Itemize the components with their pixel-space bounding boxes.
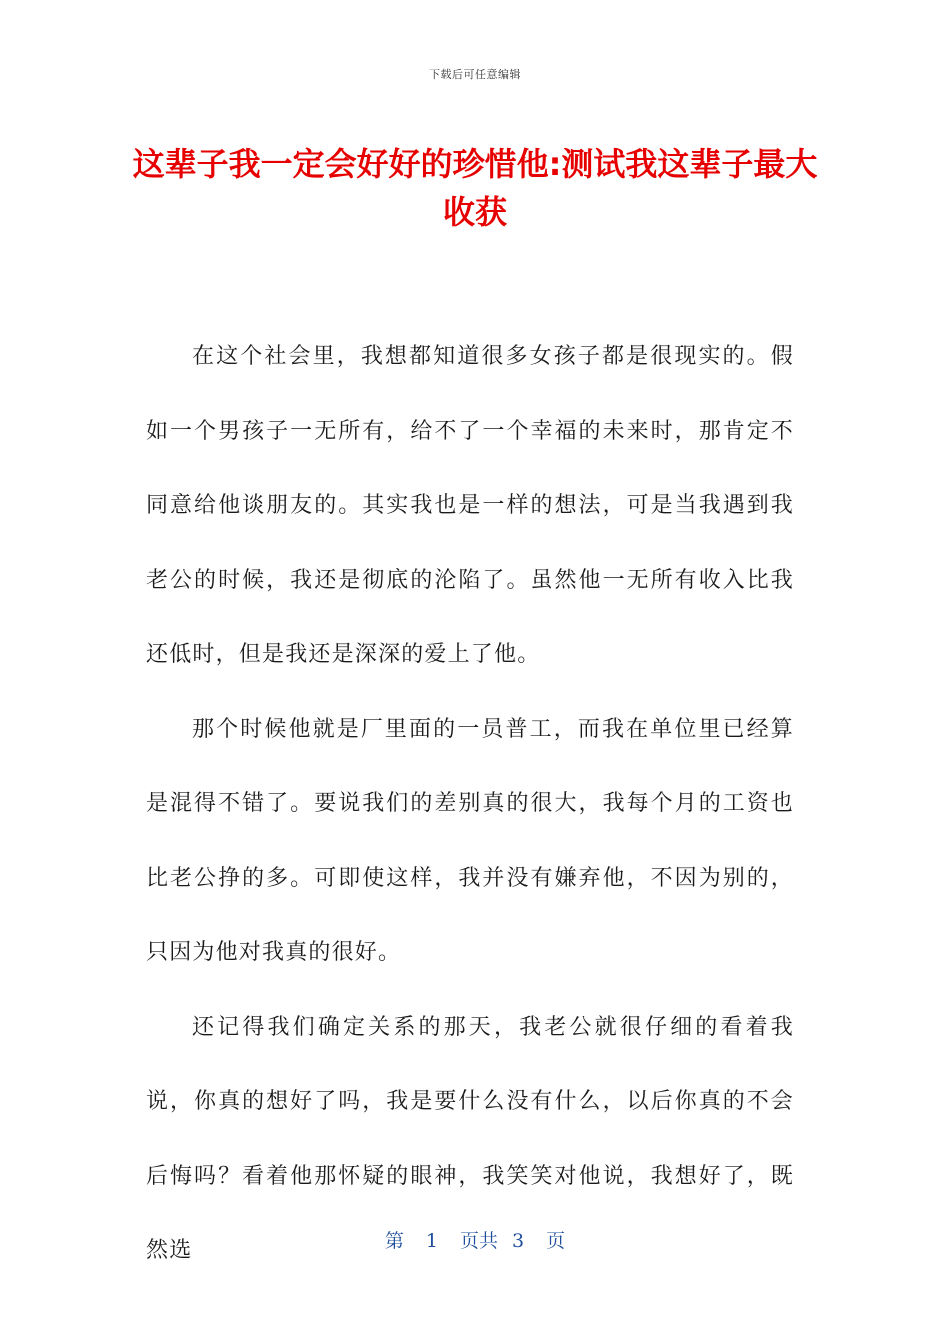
page-header-note: 下载后可任意编辑 <box>429 68 521 81</box>
document-title: 这辈子我一定会好好的珍惜他:测试我这辈子最大收获 <box>132 145 818 231</box>
footer-page-prefix: 第 <box>384 1230 404 1252</box>
paragraph-2: 那个时候他就是厂里面的一员普工，而我在单位里已经算是混得不错了。要说我们的差别真的很大，我每个月的工资也比老公挣的多。可即使这样，我并没有嫌弃他，不因为别的，只因为他对我真的很好。 <box>146 716 794 965</box>
footer-page-number: 1 <box>425 1230 438 1252</box>
page-footer <box>0 1226 950 1253</box>
paragraph-3: 还记得我们确定关系的那天，我老公就很仔细的看着我说，你真的想好了吗，我是要什么没有什么，以后你真的不会后悔吗？看着他那怀疑的眼神，我笑笑对他说，我想好了，既然选 <box>146 1014 794 1263</box>
paragraph-1: 在这个社会里，我想都知道很多女孩子都是很现实的。假如一个男孩子一无所有，给不了一个幸福的未来时，那肯定不同意给他谈朋友的。其实我也是一样的想法，可是当我遇到我老公的时候，我还是彻底的沦陷了。虽然他一无所有收入比我还低时，但是我还是深深的爱上了他。 <box>146 344 794 667</box>
footer-page-suffix: 页 <box>546 1230 566 1252</box>
footer-page-middle: 页共 <box>459 1230 498 1252</box>
footer-page-total: 3 <box>512 1230 525 1252</box>
document-body <box>146 320 794 1289</box>
